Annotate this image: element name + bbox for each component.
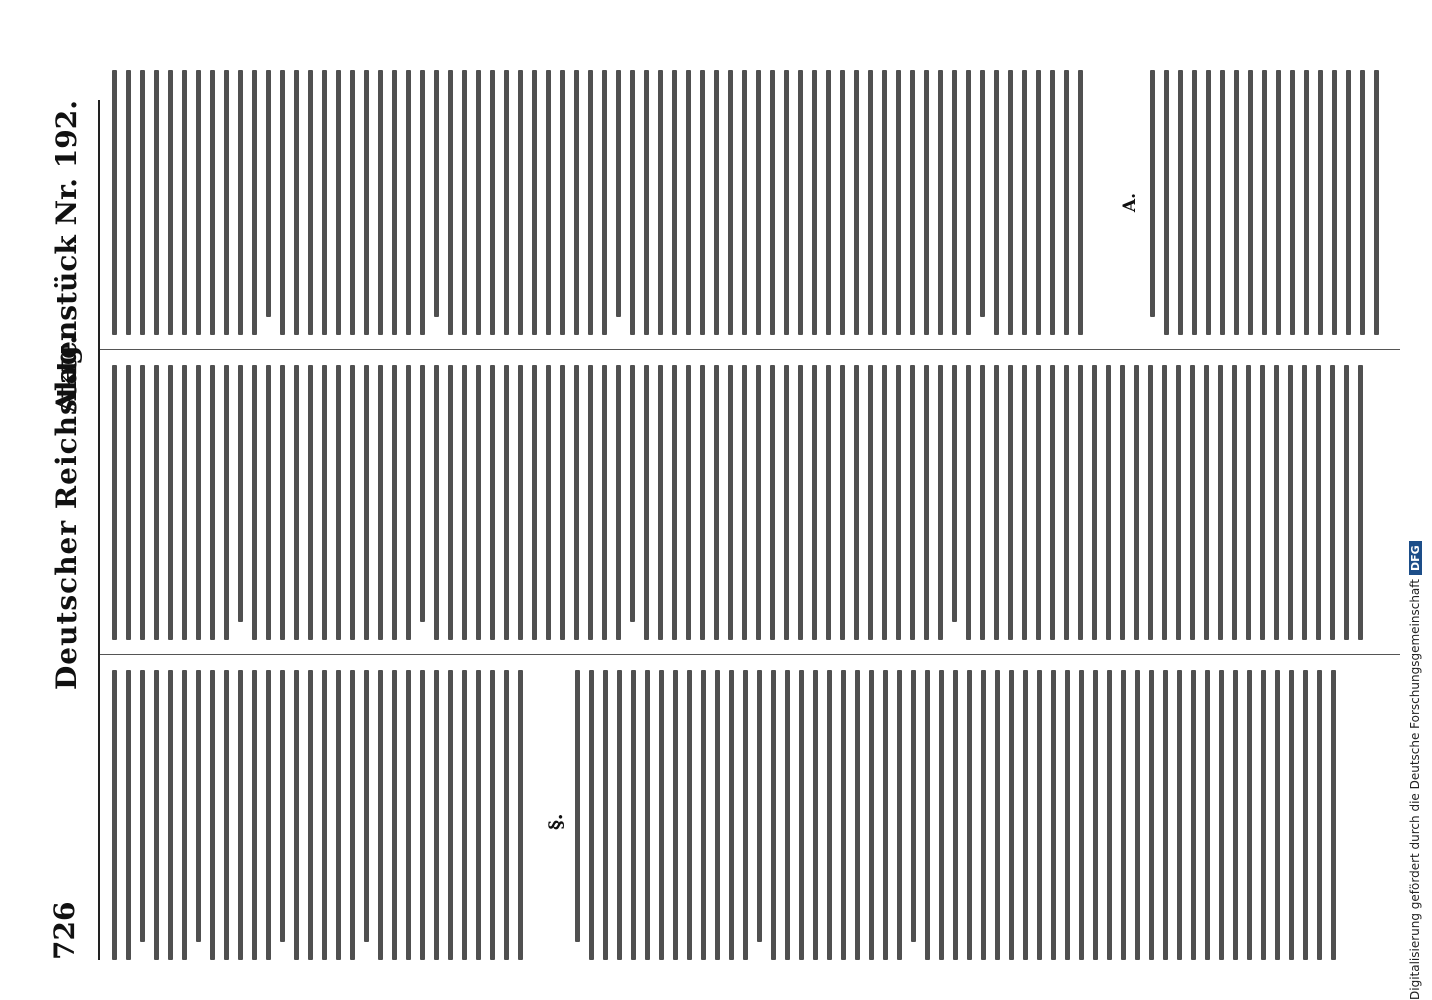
dfg-logo: DFG — [1409, 541, 1422, 575]
text-block — [112, 70, 1092, 335]
digitization-credit — [1408, 0, 1428, 1000]
section-heading: A. — [1120, 192, 1140, 213]
page-title: Deutscher Reichstag. — [50, 333, 83, 690]
paragraph-mark: §. — [545, 813, 567, 830]
text-block — [1150, 70, 1388, 335]
text-block — [112, 365, 1372, 640]
text-block — [575, 670, 1345, 960]
page-header — [40, 100, 100, 960]
credit-text: Digitalisierung gefördert durch die Deutsche Forschungsgemeinschaft — [1408, 578, 1422, 1000]
column-divider — [100, 349, 1400, 350]
document-number: Aktenstück Nr. 192. — [50, 100, 83, 413]
column-divider — [100, 654, 1400, 655]
text-block — [112, 670, 532, 960]
page-number: 726 — [48, 901, 81, 960]
